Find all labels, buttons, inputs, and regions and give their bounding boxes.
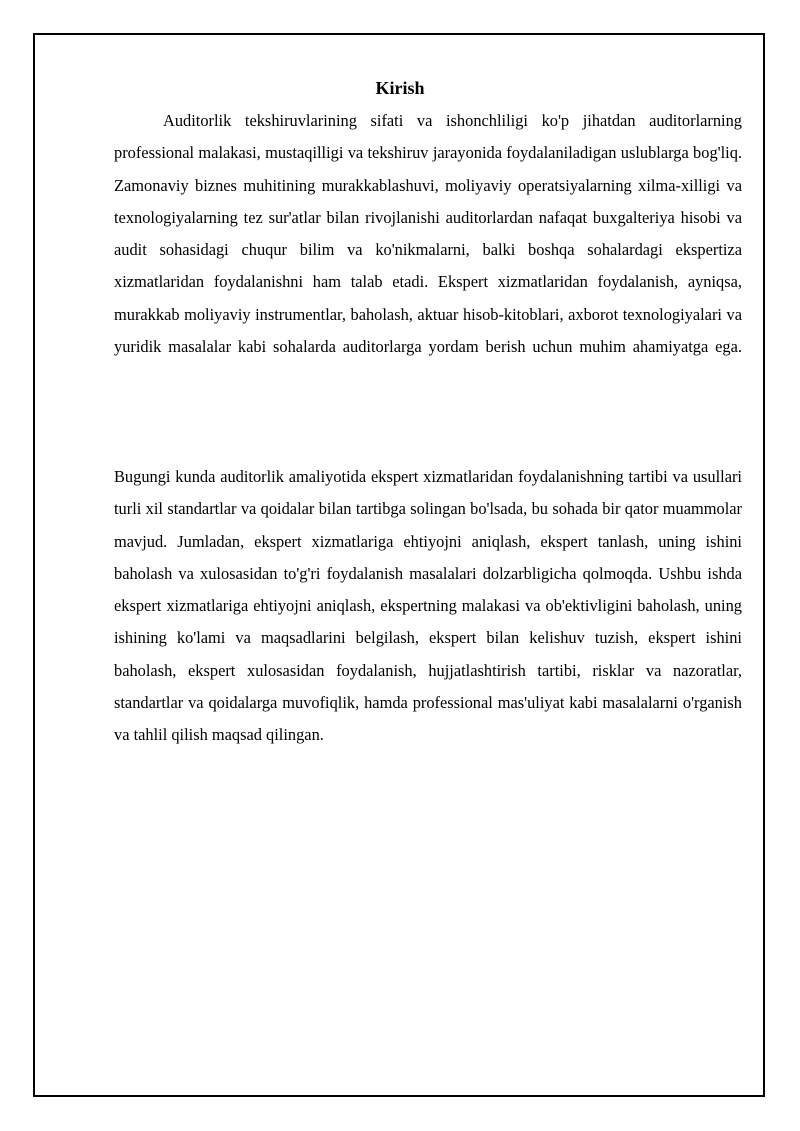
paragraph-problem-statement: Bugungi kunda auditorlik amaliyotida ekspert xizmatlaridan foydalanishning tartibi va usullari turli xil standartlar va qoidalar bilan tartibga solingan bo'lsada, bu sohada bir qator muammolar mavjud. Jumladan, ekspert xizmatlariga ehtiyojni aniqlash, ekspert tanlash, uning ishini baholash va xulosasidan to'g'ri foydalanish masalalari dolzarbligicha qolmoqda. Ushbu ishda ekspert xizmatlariga ehtiyojni aniqlash, ekspertning malakasi va ob'ektivligini baholash, uning ishining ko'lami va maqsadlarini belgilash, ekspert bilan kelishuv tuzish, ekspert ishini baholash, ekspert xulosasidan foydalanish, hujjatlashtirish tartibi, risklar va nazoratlar, standartlar va qoidalarga muvofiqlik, hamda professional mas'uliyat kabi masalalarni o'rganish va tahlil qilish maqsad qilingan. bbox=[114, 467, 742, 745]
page-title: Kirish bbox=[375, 78, 425, 98]
paragraph-introduction: Auditorlik tekshiruvlarining sifati va ishonchliligi ko'p jihatdan auditorlarning professional malakasi, mustaqilligi va tekshiruv jarayonida foydalaniladigan uslublarga bog'liq. Zamonaviy biznes muhitining murakkablashuvi, moliyaviy operatsiyalarning xilma-xilligi va texnologiyalarning tez sur'atlar bilan rivojlanishi auditorlardan nafaqat buxgalteriya hisobi va audit sohasidagi chuqur bilim va ko'nikmalarni, balki boshqa sohalardagi ekspertiza xizmatlaridan foydalanishni ham talab etadi. Ekspert xizmatlaridan foydalanish, ayniqsa, murakkab moliyaviy instrumentlar, baholash, aktuar hisob-kitoblari, axborot texnologiyalari va yuridik masalalar kabi sohalarda auditorlarga yordam berish uchun muhim ahamiyatga ega. bbox=[114, 111, 742, 357]
